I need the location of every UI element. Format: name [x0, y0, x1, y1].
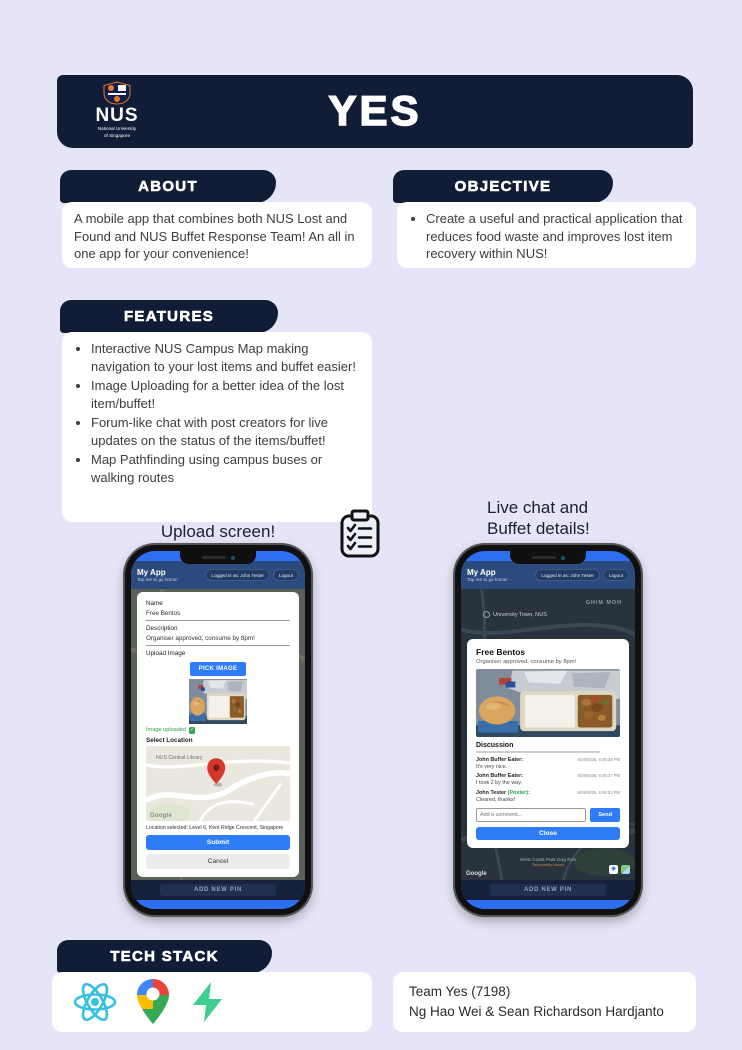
message-timestamp: 6/29/2025, 6:45:37 PM	[577, 773, 620, 779]
logo-wordmark: NUS	[95, 105, 139, 126]
message-text: Cleared, thanks!	[476, 796, 516, 803]
select-location-label: Select Location	[146, 736, 193, 744]
logo-subtitle-1: National University	[97, 126, 137, 131]
message-timestamp: 6/29/2025, 6:45:29 PM	[577, 756, 620, 762]
pick-image-button[interactable]: PICK IMAGE	[190, 662, 247, 676]
buffet-photo	[476, 669, 620, 737]
message-text: I took 2 by the way.	[476, 780, 523, 787]
team-name: Team Yes (7198)	[409, 984, 511, 1000]
objective-bullet: • Create a useful and practical application that reduces food waste and improves lost item recovery within NUS!	[426, 210, 684, 263]
account-pill[interactable]: Logged in as: John Tester	[535, 569, 600, 581]
react-icon	[72, 980, 118, 1024]
add-new-pin-bar[interactable]	[461, 880, 635, 900]
objective-heading: OBJECTIVE	[393, 170, 613, 203]
location-selected-text: Location selected: Level 6, Kent Ridge Crescent, Singapore	[146, 825, 284, 831]
speaker-grille	[202, 556, 226, 559]
name-field[interactable]: Free Bentos	[146, 609, 290, 621]
team-card	[393, 972, 696, 1032]
caption-live-chat: Live chat and Buffet details!	[487, 498, 590, 538]
add-new-pin-bar[interactable]	[131, 880, 305, 900]
add-new-pin-button[interactable]: ADD NEW PIN	[490, 884, 606, 896]
phone-right	[455, 545, 641, 915]
phone-notch	[180, 551, 256, 564]
team-members: Ng Hao Wei & Sean Richardson Hardjanto	[409, 1004, 664, 1019]
screen-footer	[131, 900, 305, 909]
description-field[interactable]: Organiser approved, consume by 8pm!	[146, 634, 290, 646]
about-body: A mobile app that combines both NUS Lost and Found and NUS Buffet Response Team! An all in one app for your convenience!	[74, 211, 355, 262]
phone-left-screen	[131, 551, 305, 909]
image-uploaded-status: Image uploaded ✓	[146, 727, 194, 734]
map-poi-utown: University Town, NUS	[483, 611, 547, 618]
app-navbar	[131, 561, 305, 589]
map-poi-label: NUS Central Library	[156, 754, 203, 761]
about-heading: ABOUT	[60, 170, 276, 203]
map-controls	[609, 865, 630, 874]
post-title: Free Bentos	[476, 647, 526, 657]
app-title-block[interactable]	[137, 568, 178, 583]
google-watermark: Google	[150, 813, 172, 819]
screen-footer	[461, 900, 635, 909]
uploaded-food-thumbnail	[189, 679, 247, 724]
phone-left	[125, 545, 311, 915]
feature-bullet: • Forum-like chat with post creators for live updates on the status of the items/buffet!	[91, 414, 360, 449]
map-pin-icon	[207, 758, 225, 783]
app-tagline: Tap me to go home!	[467, 577, 508, 583]
poster-tag: (Poster):	[507, 789, 530, 796]
chat-message	[476, 790, 620, 803]
speaker-grille	[532, 556, 556, 559]
close-button[interactable]: Close	[476, 827, 620, 840]
comment-input[interactable]	[476, 808, 586, 822]
google-maps-icon	[135, 978, 171, 1026]
clipped-message-line	[476, 751, 600, 753]
message-text: It's very nice.	[476, 763, 508, 770]
header-bar	[57, 75, 693, 148]
location-picker-map[interactable]	[146, 746, 290, 822]
cancel-button[interactable]: Cancel	[146, 854, 290, 869]
post-subtitle: Organiser approved, consume by 8pm!	[476, 659, 577, 665]
dimmed-map-background	[131, 589, 305, 880]
map-poi-westcoast: West Coast Park Dog Run Temporarily closed	[461, 858, 635, 867]
logo-subtitle-2: of Singapore	[103, 132, 131, 138]
supabase-icon	[188, 980, 228, 1024]
logout-button[interactable]: Logout	[603, 569, 629, 581]
google-watermark: Google	[466, 871, 487, 877]
uploaded-checkbox-icon[interactable]: ✓	[189, 727, 194, 733]
tech-stack-card	[52, 972, 372, 1032]
name-label: Name	[146, 600, 163, 607]
discussion-heading: Discussion	[476, 742, 514, 750]
features-heading: FEATURES	[60, 300, 278, 333]
tech-stack-heading: TECH STACK	[57, 940, 272, 973]
message-timestamp: 6/29/2025, 6:46:03 PM	[577, 789, 620, 795]
send-button[interactable]: Send	[590, 808, 620, 822]
about-card	[62, 202, 372, 268]
app-tagline: Tap me to go home!	[137, 577, 178, 583]
app-title-block[interactable]	[467, 568, 508, 583]
logout-button[interactable]: Logout	[273, 569, 299, 581]
map-area-label: GHIM MOH	[585, 600, 622, 606]
upload-form-modal	[137, 592, 299, 877]
feature-bullet: • Image Uploading for a better idea of the lost item/buffet!	[91, 377, 360, 412]
description-label: Description	[146, 625, 178, 632]
poster-title: YES	[328, 87, 422, 134]
dark-map-background[interactable]	[461, 589, 635, 880]
poi-circle-icon	[483, 611, 490, 618]
caption-upload-screen: Upload screen!	[160, 522, 276, 541]
buffet-details-modal	[467, 639, 629, 848]
chat-message	[476, 773, 620, 786]
upload-image-label: Upload Image	[146, 650, 186, 657]
message-author: John Buffer Eater:	[476, 773, 524, 780]
phone-notch	[510, 551, 586, 564]
camera-dot	[561, 556, 565, 560]
navigation-icon[interactable]: ◆	[609, 865, 618, 874]
app-title[interactable]: My App	[137, 567, 166, 577]
poi-status-label: Temporarily closed	[532, 863, 564, 867]
message-author: John Buffer Eater:	[476, 756, 524, 763]
objective-card	[397, 202, 696, 268]
camera-dot	[231, 556, 235, 560]
checklist-clipboard-icon	[336, 508, 384, 565]
submit-button[interactable]: Submit	[146, 835, 290, 850]
feature-bullet: • Map Pathfinding using campus buses or walking routes	[91, 451, 360, 486]
app-navbar	[461, 561, 635, 589]
features-card	[62, 332, 372, 522]
message-author: John Tester (Poster):	[476, 789, 530, 796]
comment-composer	[476, 808, 620, 822]
account-pill[interactable]: Logged in as: John Tester	[205, 569, 270, 581]
feature-bullet: • Interactive NUS Campus Map making navigation to your lost items and buffet easier!	[91, 340, 360, 375]
chat-message	[476, 757, 620, 770]
map-type-icon[interactable]	[621, 865, 630, 874]
add-new-pin-button[interactable]: ADD NEW PIN	[160, 884, 276, 896]
app-title[interactable]: My App	[467, 567, 496, 577]
phone-right-screen	[461, 551, 635, 909]
